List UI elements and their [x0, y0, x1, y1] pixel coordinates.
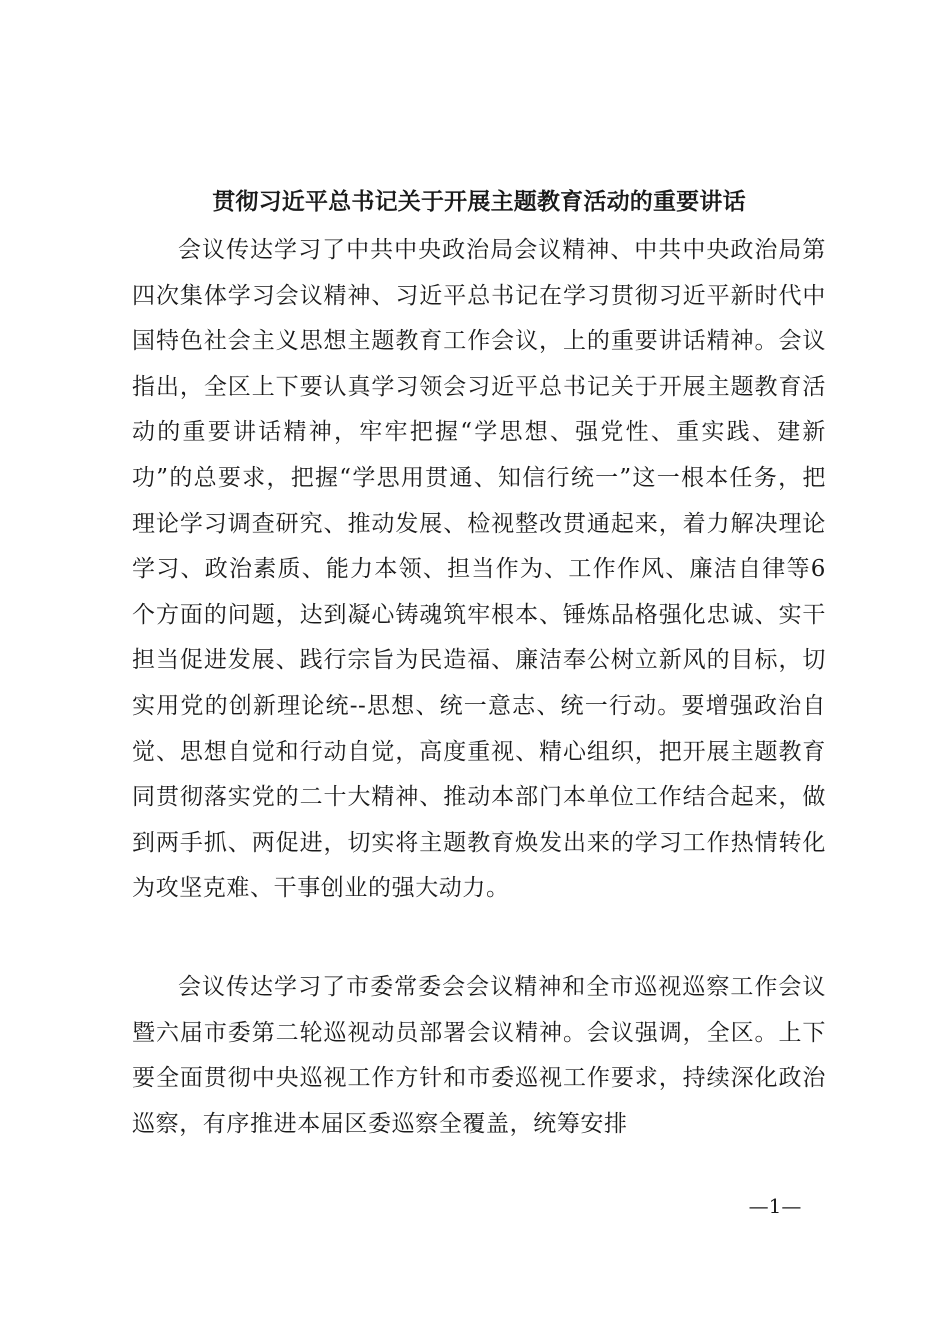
- body-paragraph-1: 会议传达学习了中共中央政治局会议精神、中共中央政治局第四次集体学习会议精神、习近平总书记在学习贯彻习近平新时代中国特色社会主义思想主题教育工作会议，上的重要讲话精神。会议指出，全区上下要认真学习领会习近平总书记关于开展主题教育活动的重要讲话精神，牢牢把握“学思想、强党性、重实践、建新功”的总要求，把握“学思用贯通、知信行统一”这一根本任务，把理论学习调查研究、推动发展、检视整改贯通起来，着力解决理论学习、政治素质、能力本领、担当作为、工作作风、廉洁自律等6个方面的问题，达到凝心铸魂筑牢根本、锤炼品格强化忠诚、实干担当促进发展、践行宗旨为民造福、廉洁奉公树立新风的目标，切实用党的创新理论统--思想、统一意志、统一行动。要增强政治自觉、思想自觉和行动自觉，高度重视、精心组织，把开展主题教育同贯彻落实党的二十大精神、推动本部门本单位工作结合起来，做到两手抓、两促进，切实将主题教育焕发出来的学习工作热情转化为攻坚克难、干事创业的强大动力。: [132, 237, 826, 902]
- document-title: 贯彻习近平总书记关于开展主题教育活动的重要讲话: [212, 188, 746, 215]
- body-paragraph-2: 会议传达学习了市委常委会会议精神和全市巡视巡察工作会议暨六届市委第二轮巡视动员部署会议精神。会议强调，全区。上下要全面贯彻中央巡视工作方针和市委巡视工作要求，持续深化政治巡察，有序推进本届区委巡察全覆盖，统筹安排: [132, 974, 826, 1137]
- page-number: —1—: [748, 1194, 802, 1218]
